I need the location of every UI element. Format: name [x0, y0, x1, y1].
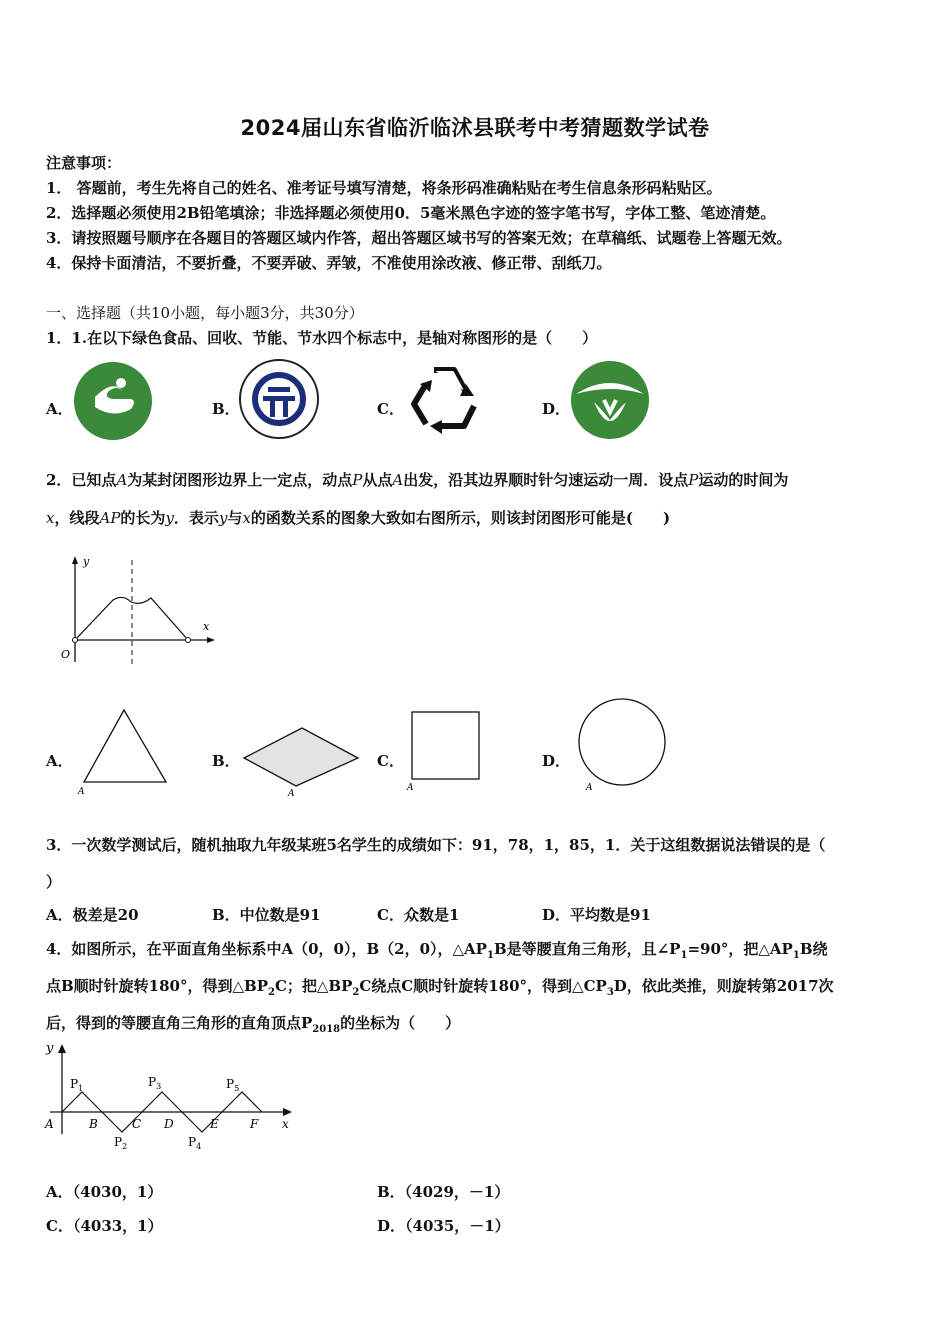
section-heading: 一、选择题（共10小题，每小题3分，共30分） [46, 304, 364, 322]
q2-var-y: y [165, 509, 174, 527]
shape-point-label: A [288, 789, 295, 798]
q4-text: 点B顺时针旋转180°，得到△BP [46, 977, 268, 995]
q1-option-a-label: A． [46, 400, 73, 418]
question-1-stem: 1．1.在以下绿色食品、回收、节能、节水四个标志中，是轴对称图形的是（ ） [46, 329, 598, 347]
q2-var-y: y [218, 509, 228, 527]
question-3-stem-end: ） [46, 873, 62, 891]
shape-point-label: A [78, 787, 85, 796]
fig-point-label: F [250, 1117, 259, 1131]
q4-sub: 1 [792, 950, 800, 961]
rhombus-shape [240, 722, 364, 798]
shape-point-label: A [407, 783, 414, 793]
square-shape [404, 708, 486, 794]
q1-option-c-label: C． [377, 400, 404, 418]
graph-origin-label: O [61, 648, 71, 661]
q4-text: C；把△BP [274, 977, 353, 995]
q3-option-b: B．中位数是91 [212, 906, 321, 924]
q2-text: 与 [227, 509, 243, 527]
question-4-line-2 [46, 975, 906, 998]
notice-item: 1． 答题前，考生先将自己的姓名、准考证号填写清楚，将条形码准确粘贴在考生信息条形码粘贴区。 [46, 179, 722, 197]
q4-rotation-figure [42, 1040, 296, 1158]
q2-var-p: P [688, 471, 699, 489]
question-4-line-1 [46, 938, 906, 961]
q2-var-x: x [242, 509, 251, 527]
q4-option-b: B．（4029，－1） [377, 1183, 510, 1201]
notice-heading: 注意事项： [46, 154, 122, 172]
q4-text: 后，得到的等腰直角三角形的直角顶点P [46, 1014, 313, 1032]
fig-p-label: $P_4$ [188, 1135, 202, 1151]
q4-option-a: A．（4030，1） [46, 1183, 163, 1201]
fig-p-label: $P_2$ [114, 1135, 128, 1151]
fig-point-label: B [89, 1117, 98, 1131]
q4-sub: 1 [486, 950, 494, 961]
q2-text: 运动的时间为 [698, 471, 789, 489]
q2-text: 为某封闭图形边界上一定点，动点 [127, 471, 353, 489]
q4-option-c: C．（4033，1） [46, 1217, 163, 1235]
q4-text: 4．如图所示，在平面直角坐标系中A（0，0），B（2，0），△AP [46, 940, 487, 958]
q2-option-a-label: A． [46, 752, 73, 770]
question-2-line-1 [46, 469, 906, 490]
q2-var-a: A [392, 471, 404, 489]
q2-var-ap: AP [99, 509, 121, 527]
question-4-line-3 [46, 1012, 906, 1035]
fig-point-label: E [210, 1117, 219, 1131]
notice-item: 3．请按照题号顺序在各题目的答题区域内作答，超出答题区域书写的答案无效；在草稿纸、试题卷上答题无效。 [46, 229, 792, 247]
page-title: 2024届山东省临沂临沭县联考中考猜题数学试卷 [240, 116, 710, 140]
q4-sub: 1 [680, 950, 688, 961]
question-2-line-2 [46, 507, 906, 528]
q4-option-d: D．（4035，－1） [377, 1217, 510, 1235]
notice-item: 4．保持卡面清洁，不要折叠，不要弄破、弄皱，不准使用涂改液、修正带、刮纸刀。 [46, 254, 612, 272]
q2-text: 2．已知点 [46, 471, 117, 489]
q4-sub: 2 [267, 987, 275, 998]
q2-var-p: P [352, 471, 363, 489]
q2-var-a: A [116, 471, 128, 489]
q4-text: 的坐标为（ ） [340, 1014, 461, 1032]
q4-text: D，依此类推，则旋转第2017次 [613, 977, 834, 995]
graph-x-label: x [203, 620, 210, 633]
water-saving-logo-icon [570, 360, 650, 440]
q4-text: C绕点C顺时针旋转180°，得到△CP [359, 977, 607, 995]
q2-option-b-label: B． [212, 752, 240, 770]
q2-text: 的长为 [120, 509, 166, 527]
fig-p-label: $P_3$ [148, 1075, 162, 1091]
q2-function-graph [55, 550, 220, 670]
q2-option-d-label: D． [542, 752, 571, 770]
recycle-round-logo-icon [238, 358, 320, 440]
green-food-logo-icon [73, 361, 153, 441]
fig-p-label: $P_1$ [70, 1077, 84, 1093]
fig-y-label: y [46, 1041, 54, 1056]
fig-point-label: A [45, 1117, 54, 1131]
q3-option-c: C．众数是1 [377, 906, 460, 924]
q2-text: 出发，沿其边界顺时针匀速运动一周．设点 [403, 471, 689, 489]
q2-text: ．表示 [173, 509, 219, 527]
fig-point-label: C [132, 1117, 142, 1131]
q4-sub: 3 [606, 987, 614, 998]
graph-y-label: y [83, 555, 90, 568]
fig-point-label: D [164, 1117, 174, 1131]
q3-option-a: A．极差是20 [46, 906, 139, 924]
q3-option-d: D．平均数是91 [542, 906, 651, 924]
q4-text: B绕 [799, 940, 828, 958]
fig-x-label: x [282, 1117, 289, 1131]
q2-text: 从点 [362, 471, 393, 489]
q4-sub: 2 [352, 987, 360, 998]
shape-point-label: A [586, 783, 593, 793]
notice-item: 2．选择题必须使用2B铅笔填涂；非选择题必须使用0．5毫米黑色字迹的签字笔书写，字体工整、笔迹清楚。 [46, 204, 776, 222]
recycle-arrows-icon [404, 362, 484, 440]
q4-text: =90°，把△AP [687, 940, 793, 958]
circle-shape [574, 694, 670, 794]
q1-option-d-label: D． [542, 400, 571, 418]
q2-text: 的函数关系的图象大致如右图所示，则该封闭图形可能是( ) [250, 509, 671, 527]
q1-option-b-label: B． [212, 400, 240, 418]
q2-var-x: x [46, 509, 55, 527]
triangle-shape [72, 704, 172, 796]
fig-p-label: $P_5$ [226, 1077, 240, 1093]
q2-text: ，线段 [54, 509, 100, 527]
q2-option-c-label: C． [377, 752, 404, 770]
question-3-stem: 3．一次数学测试后，随机抽取九年级某班5名学生的成绩如下：91，78，1，85，1．关于这组数据说法错误的是（ [46, 836, 826, 854]
q4-sub: 2018 [312, 1024, 341, 1035]
q4-text: B是等腰直角三角形，且∠P [493, 940, 681, 958]
